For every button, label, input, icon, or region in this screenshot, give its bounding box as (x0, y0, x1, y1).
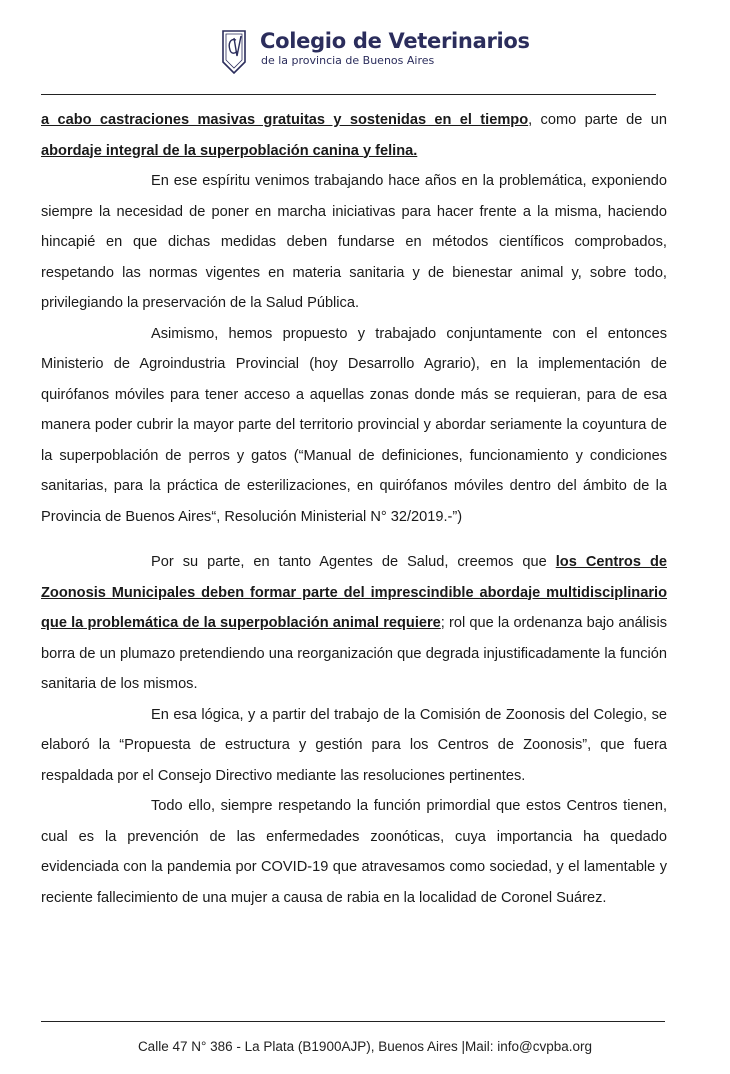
body-text: En ese espíritu venimos trabajando hace años en la problemática, exponiendo siempre la necesidad de poner en marcha iniciativas para hacer frente a la misma, haciendo hincapié en que dichas medidas deben fundarse en métodos científicos comprobados, respetando las normas vigentes en materia sanitaria y de bienestar animal y, sobre todo, privilegiando la preservación de la Salud Pública. (41, 173, 667, 311)
paragraph (41, 319, 667, 533)
org-subtitle: de la provincia de Buenos Aires (261, 54, 435, 67)
letterhead (222, 28, 530, 74)
body-text: Todo ello, siempre respetando la función primordial que estos Centros tienen, cual es la prevención de las enfermedades zoonóticas, cuya importancia ha quedado evidenciada con la pandemia por COVID-19 que atravesamos como sociedad, y el lamentable y reciente fallecimiento de una mujer a causa de rabia en la localidad de Coronel Suárez. (41, 798, 667, 906)
paragraph (41, 791, 667, 913)
footer-address: Calle 47 N° 386 - La Plata (B1900AJP), Buenos Aires |Mail: info@cvpba.org (137, 1039, 593, 1054)
paragraph (41, 166, 667, 319)
org-title: Colegio de Veterinarios (260, 29, 530, 53)
body-text: ; rol que la ordenanza bajo análisis borra de un plumazo pretendiendo una reorganización que degrada injustificadamente la función sanitaria de los mismos. (41, 615, 668, 692)
paragraph (41, 547, 667, 700)
footer-divider (41, 1021, 665, 1022)
paragraph (41, 105, 667, 166)
body-text: Asimismo, hemos propuesto y trabajado conjuntamente con el entonces Ministerio de Agroindustria Provincial (hoy Desarrollo Agrario), en la implementación de quirófanos móviles para tener acceso a aquellas zonas donde más se requieran, para de esa manera poder cubrir la mayor parte del territorio provincial y abordar seriamente la coyuntura de la superpoblación de perros y gatos (“Manual de definiciones, funcionamiento y condiciones sanitarias, para la práctica de esterilizaciones, en quirófanos móviles dentro del ámbito de la Provincia de Buenos Aires“, Resolución Ministerial N° 32/2019.-”) (41, 325, 667, 525)
body-text: Por su parte, en tanto Agentes de Salud, creemos que (151, 554, 556, 570)
body-text: En esa lógica, y a partir del trabajo de la Comisión de Zoonosis del Colegio, se elaboró la “Propuesta de estructura y gestión para los Centros de Zoonosis”, que fuera respaldada por el Consejo Directivo mediante las resoluciones pertinentes. (41, 706, 667, 784)
body-text: , como parte de un (528, 112, 667, 128)
paragraph (41, 700, 667, 792)
emphasis-text: los Centros de Zoonosis Municipales deben formar parte del imprescindible abordaje multidisciplinario que la problemática de la superpoblación animal requiere (41, 554, 667, 631)
emphasis-text: abordaje integral de la superpoblación canina y felina. (41, 142, 418, 159)
letter-body (41, 105, 667, 913)
emphasis-text: a cabo castraciones masivas gratuitas y sostenidas en el tiempo (41, 112, 529, 128)
cvpba-shield-logo-icon (222, 30, 246, 74)
header-divider (41, 94, 656, 95)
